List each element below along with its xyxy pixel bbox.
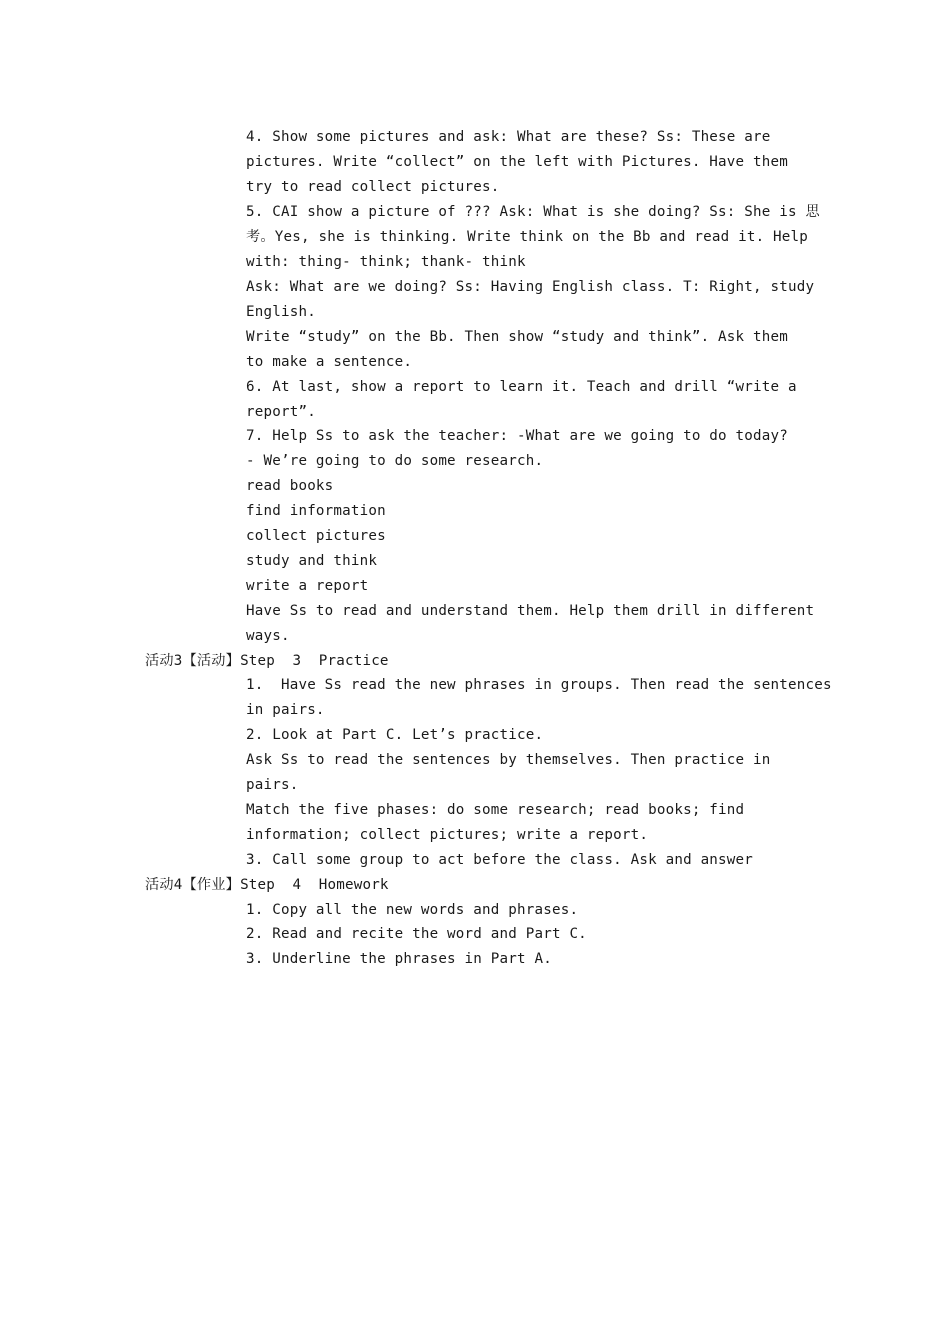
text-line: Ask: What are we doing? Ss: Having English class. T: Right, study — [246, 279, 815, 295]
text-line: information; collect pictures; write a report. — [246, 827, 649, 843]
text-line: English. — [246, 304, 316, 320]
text-line: Match the five phases: do some research; read books; find — [246, 802, 745, 818]
text-line: 3. Call some group to act before the class. Ask and answer — [246, 852, 754, 868]
text-line: try to read collect pictures. — [246, 179, 500, 195]
text-line: 2. Read and recite the word and Part C. — [246, 926, 587, 942]
text-line: pairs. — [246, 777, 299, 793]
list-item: find information — [246, 503, 386, 519]
text-line: pictures. Write “collect” on the left with Pictures. Have them — [246, 154, 788, 170]
text-line: to make a sentence. — [246, 354, 413, 370]
list-item: collect pictures — [246, 528, 386, 544]
list-item: study and think — [246, 553, 378, 569]
list-item: read books — [246, 478, 334, 494]
list-item: write a report — [246, 578, 369, 594]
text-line: 6. At last, show a report to learn it. Teach and drill “write a — [246, 379, 797, 395]
text-line: 7. Help Ss to ask the teacher: -What are we going to do today? — [246, 428, 788, 444]
text-line: 2. Look at Part C. Let’s practice. — [246, 727, 544, 743]
text-line: report”. — [246, 404, 316, 420]
text-line: Ask Ss to read the sentences by themselves. Then practice in — [246, 752, 771, 768]
activity-3-heading: 活动3【活动】Step 3 Practice — [145, 653, 389, 669]
text-line: - We’re going to do some research. — [246, 453, 544, 469]
text-line: 1. Have Ss read the new phrases in groups. Then read the sentences — [246, 677, 832, 693]
text-line: ways. — [246, 628, 290, 644]
text-line: Have Ss to read and understand them. Help them drill in different — [246, 603, 815, 619]
text-line: with: thing- think; thank- think — [246, 254, 526, 270]
text-line: 考。Yes, she is thinking. Write think on the Bb and read it. Help — [246, 229, 809, 245]
text-line: Write “study” on the Bb. Then show “study and think”. Ask them — [246, 329, 788, 345]
text-line: 5. CAI show a picture of ??? Ask: What is she doing? Ss: She is 思 — [246, 204, 820, 220]
activity-4-heading: 活动4【作业】Step 4 Homework — [145, 877, 389, 893]
text-line: 1. Copy all the new words and phrases. — [246, 902, 579, 918]
text-line: 4. Show some pictures and ask: What are these? Ss: These are — [246, 129, 771, 145]
text-line: 3. Underline the phrases in Part A. — [246, 951, 552, 967]
text-line: in pairs. — [246, 702, 325, 718]
